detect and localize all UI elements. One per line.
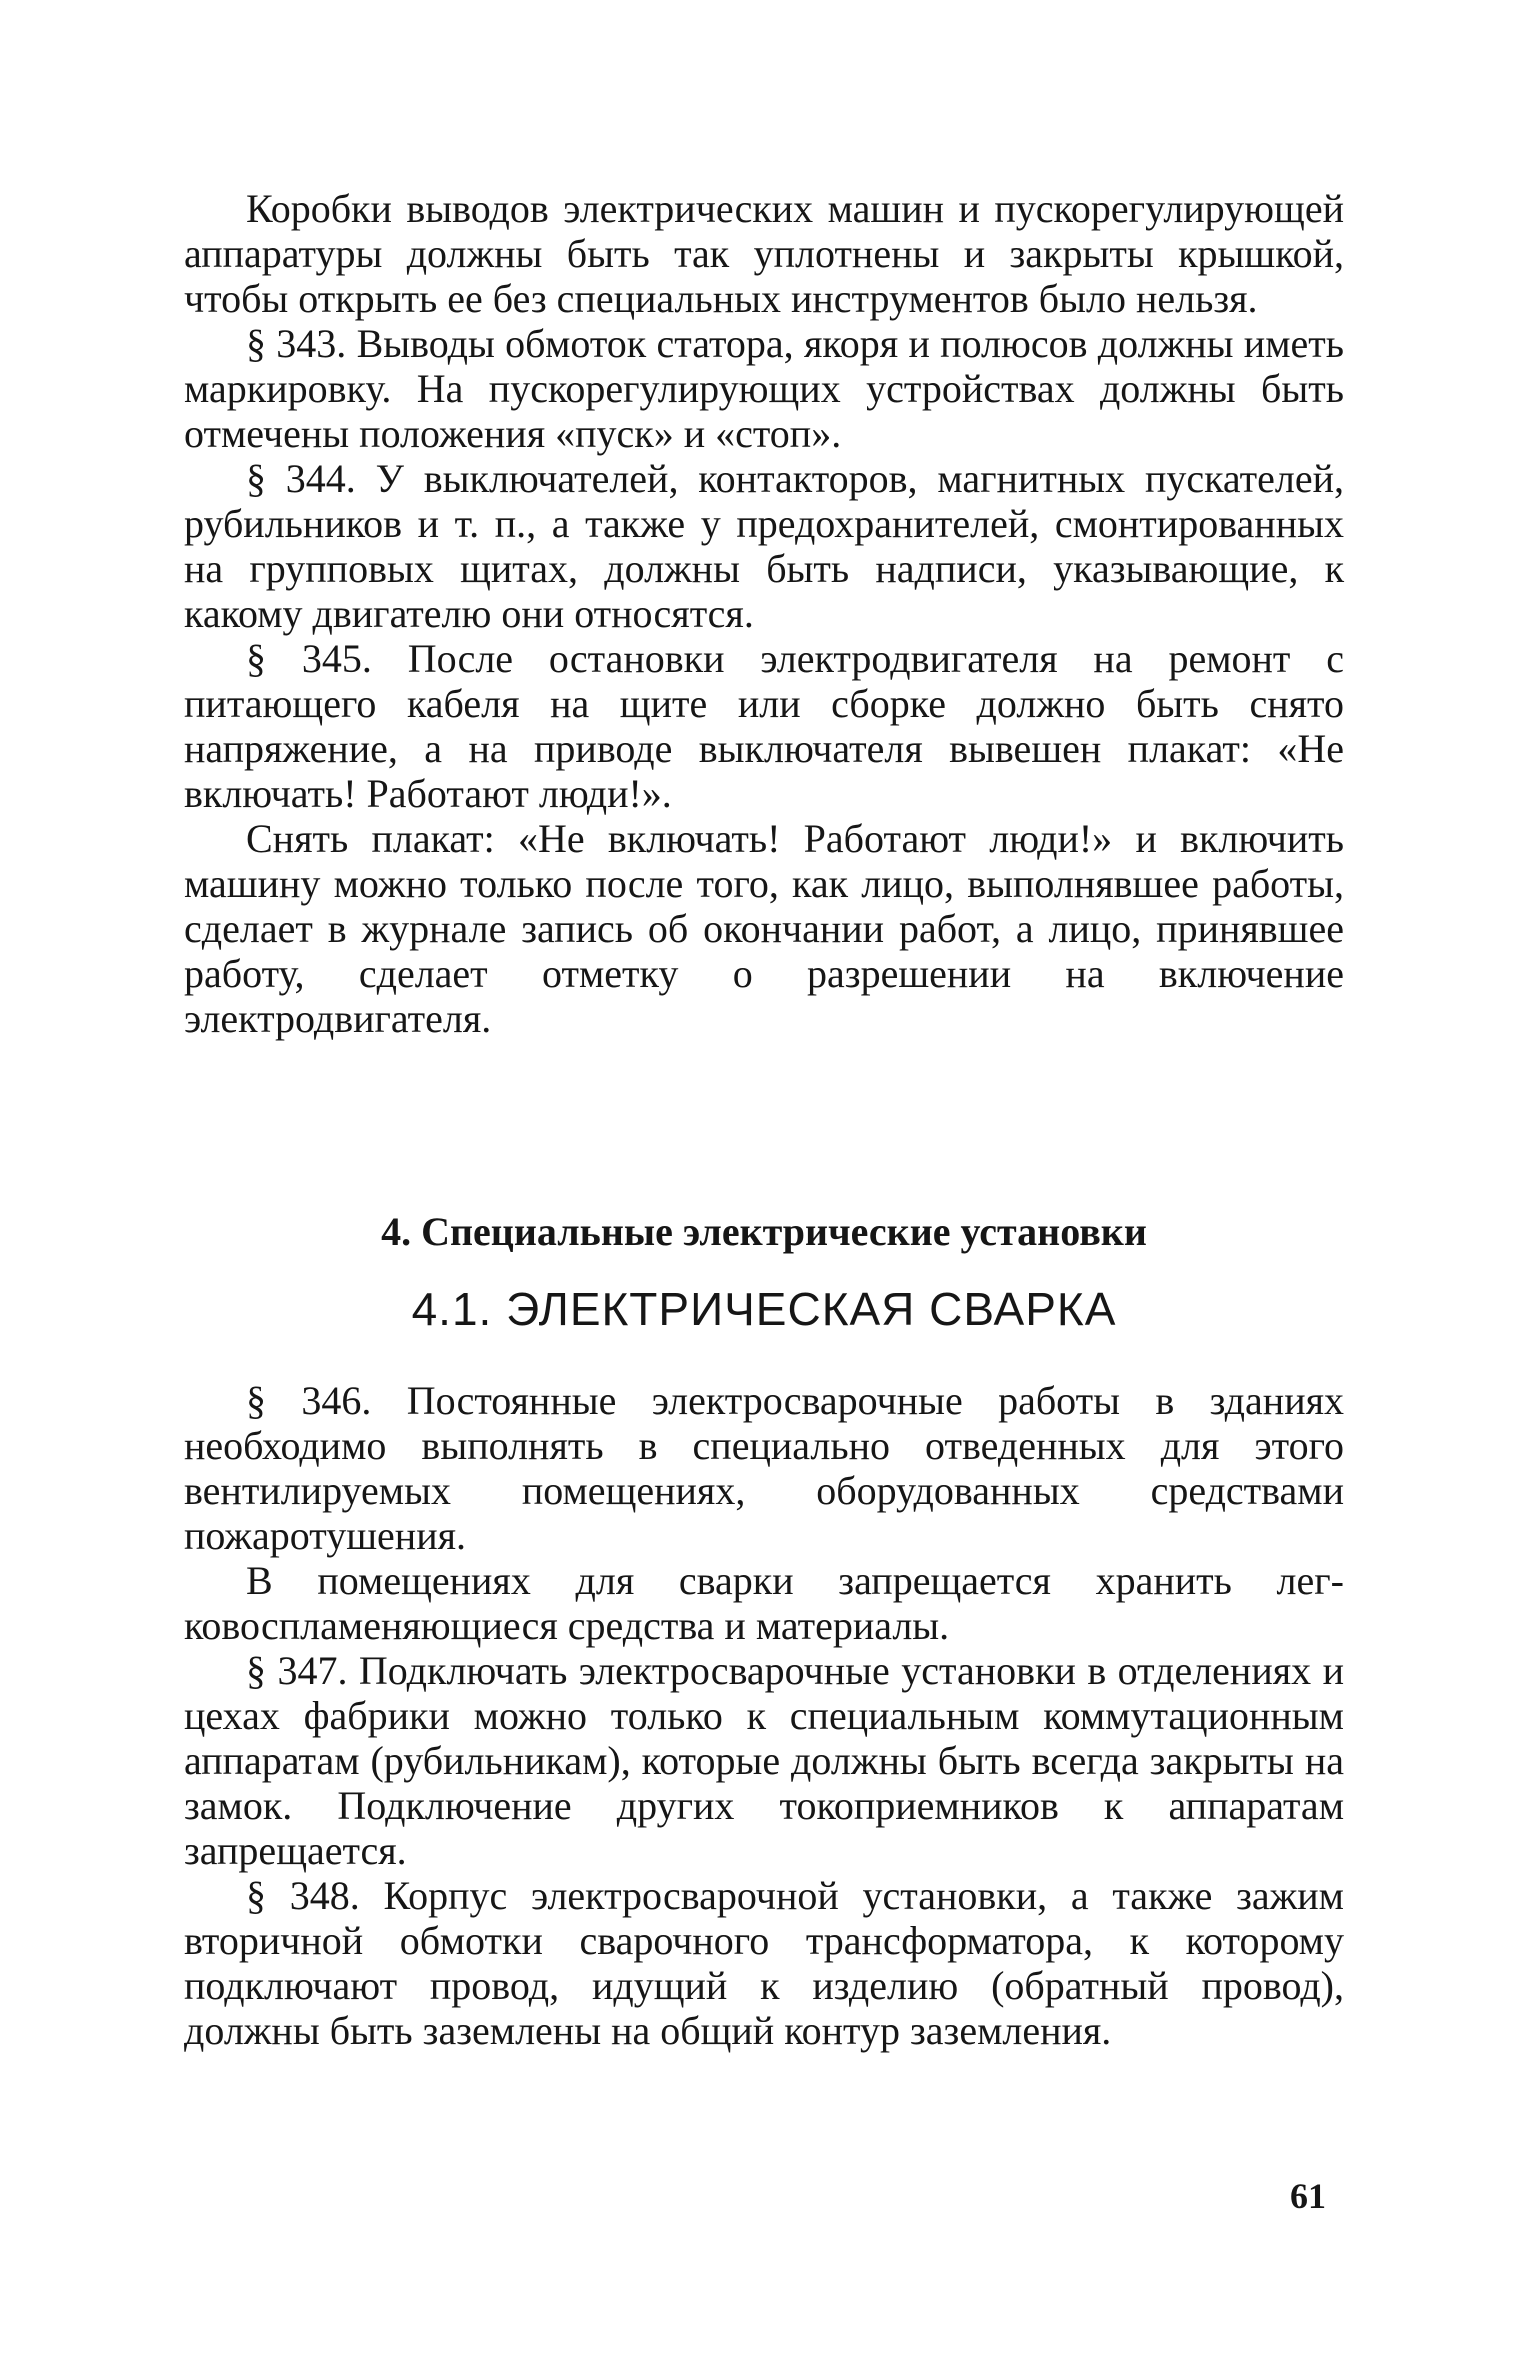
text-block-upper <box>184 186 1344 1041</box>
page-number: 61 <box>1290 2176 1326 2216</box>
paragraph-347: § 347. Подключать электросварочные установки в отделениях и цехах фабрики можно только к специальным коммутационным аппаратам (рубильникам), которые должны быть всегда закрыты на замок. Подключение других токоприемников к аппаратам запрещается. <box>184 1648 1344 1873</box>
text-block-lower <box>184 1378 1344 2053</box>
paragraph-344: § 344. У выключателей, контакторов, магнитных пускателей, рубильников и т. п., а также у предохранителей, смонтированных на групповых щитах, должны быть надписи, указывающие, к какому двигателю они относятся. <box>184 456 1344 636</box>
paragraph-348: § 348. Корпус электросварочной установки, а также зажим вторичной обмотки сварочного трансформатора, к которому подключают провод, идущий к изделию (обратный провод), должны быть заземлены на общий контур заземления. <box>184 1873 1344 2053</box>
paragraph-343: § 343. Выводы обмоток статора, якоря и полюсов должны иметь маркировку. На пускорегулирующих устройствах должны быть отмечены положения «пуск» и «стоп». <box>184 321 1344 456</box>
paragraph-welding-rooms: В помещениях для сварки запрещается хранить легковоспламеняющиеся средства и материалы. <box>184 1558 1344 1648</box>
section-heading: 4. Специальные электрические установки <box>381 1209 1147 1254</box>
paragraph-remove-poster: Снять плакат: «Не включать! Работают люди!» и включить машину можно только после того, как лицо, выполнявшее работы, сделает в журнале запись об окончании работ, а лицо, принявшее работу, сделает отметку о разрешении на включение электродвигателя. <box>184 816 1344 1041</box>
paragraph-346: § 346. Постоянные электросварочные работы в зданиях необходимо выполнять в специально отведенных для этого вентилируемых помещениях, оборудованных средствами пожаротушения. <box>184 1378 1344 1558</box>
subsection-heading: 4.1. ЭЛЕКТРИЧЕСКАЯ СВАРКА <box>411 1283 1117 1335</box>
paragraph-terminal-boxes: Коробки выводов электрических машин и пускорегулирующей аппаратуры должны быть так уплотнены и закрыты крышкой, чтобы открыть ее без специальных инструментов было нельзя. <box>184 186 1344 321</box>
paragraph-345: § 345. После остановки электродвигателя на ремонт с питающего кабеля на щите или сборке должно быть снято напряжение, а на приводе выключателя вывешен плакат: «Не включать! Работают люди!». <box>184 636 1344 816</box>
